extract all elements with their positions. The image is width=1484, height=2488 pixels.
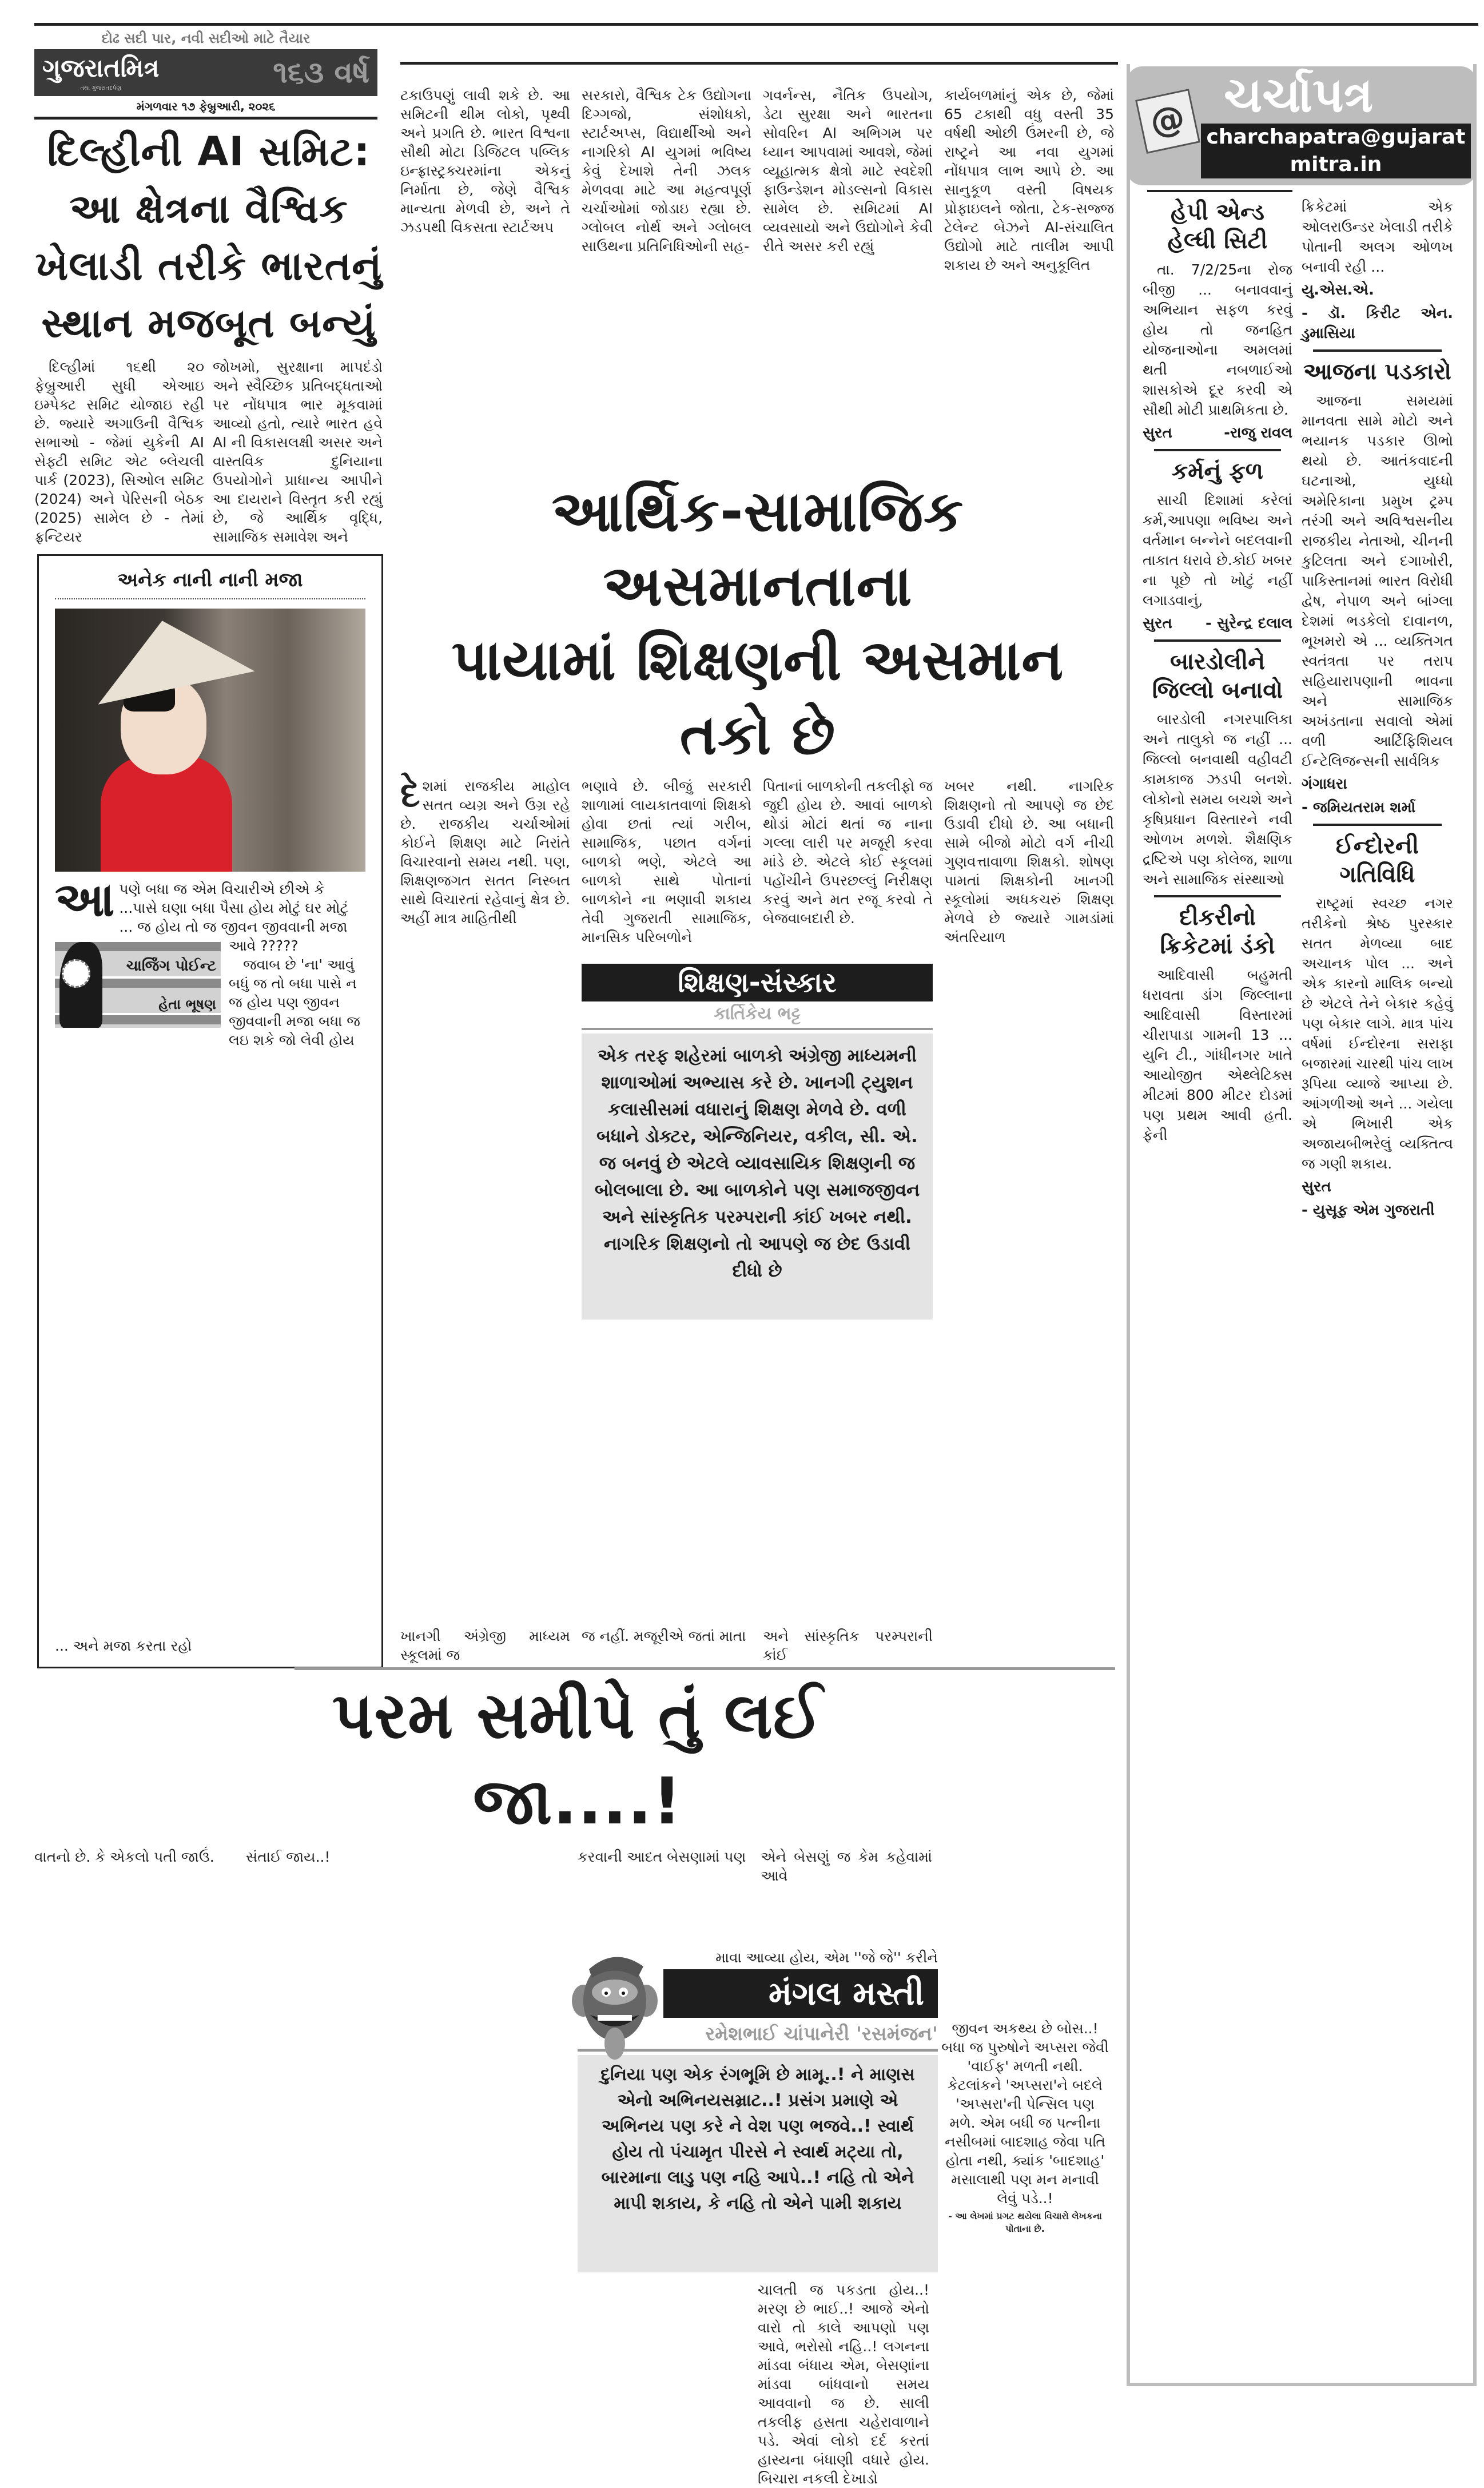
education-section-banner: શિક્ષણ-સંસ્કાર [582,964,933,1001]
letter-title: ઈન્દોરની ગતિવિધિ [1335,833,1419,888]
fun-box [37,554,383,1668]
letter-divider [1313,824,1442,826]
column-credit [104,942,221,1028]
ai-article-col-5: ગવર્નન્સ, નૈતિક ઉપયોગ, ડેટા સુરક્ષા અને ભારતના સોવરિન AI અભિગમ પર ધ્યાન આપવામાં આવશે, જેમાં વ્યૂહાત્મક ક્ષેત્રો માટે સ્વદેશી ફાઉન્ડેશન મોડલ્સનો વિકાસ સામેલ છે. સમિટમાં AI વ્યવસાયો અને ઉદ્યોગોને કેવી રીતે અસર કરી રહ્યું [763,87,933,255]
fun-intro: પણે બધા જ એમ વિચારીએ છીએ કે ...પાસે ઘણા બધા પૈસા હોય મોટું ઘર મોટું ... જ હોય તો જ જીવન જીવવાની મજા આવે ????? [119,881,349,954]
masthead [34,27,377,120]
letter-body: તા. 7/2/25ના રોજ બીજી ... બનાવવાનું અભિયાન સફળ કરવું હોય તો જનહિત યોજનાઓના અમલમાં થતી નબળાઈઓ શાસકોએ દૂર કરવી એ સૌથી મોટી પ્રાથમિકતા છે. [1143,261,1292,418]
letter-title: બારડોલીને જિલ્લો બનાવો [1152,649,1283,704]
left-column [34,123,383,1668]
letter-author: - જમિયતરામ શર્મા [1302,799,1416,816]
letter-city: સુરત [1302,1178,1331,1195]
letter-signature [1143,423,1292,443]
letter [1143,198,1292,443]
letter-signature [1302,774,1453,818]
education-bottom-3: અને સાંસ્કૃતિક પરમ્પરાની કાંઈ [763,1628,933,1663]
education-col-1-text: શમાં રાજકીય માહોલ સતત વ્યગ્ર અને ઉગ્ર રહે છે. રાજકીય ચર્ચાઓમાં કોઈને શિક્ષણ માટે નિરાંતે વિચારવાનો સમય નથી. પણ, શિક્ષણજગત સતત નિસ્બત સાથે વિચારતાં રહેવાનું ક્ષેત્ર છે. અહીં માત્ર માહિતીથી [400,778,570,927]
humor-headline: પરમ સમીપે તું લઈ જા....! [332,1679,823,1839]
letter-author: - યુસૂફ એમ ગુજરાતી [1302,1202,1435,1219]
letter-signature [1302,1177,1453,1221]
letter [1143,457,1292,634]
humor-closing [941,2019,1109,2235]
fun-box-title: અનેક નાની નાની મજા [117,569,303,591]
ai-article-col-4: સરકારો, વૈશ્વિક ટેક ઉદ્યોગના દિગ્ગજો, સંશોધકો, સ્ટાર્ટઅપ્સ, વિદ્યાર્થીઓ અને નાગરિકો AI યુગમાં ભવિષ્ય કેવું દેખાશે તેની ઝલક મેળવવા માટે આ મહત્વપૂર્ણ ચર્ચાઓમાં જોડાઇ રહ્યા છે. ગ્લોબલ નોર્થ અને ગ્લોબલ સાઉથના પ્રતિનિધિઓની સહ- [582,87,751,255]
education-col-4: ખબર નથી. નાગરિક શિક્ષણનો તો આપણે જ છેદ ઉડાવી દીધો છે. આ બધાની સામે બીજો મોટો વર્ગ નીચી ગુણવત્તાવાળા શિક્ષકો. શોષણ પામતાં શિક્ષકોની ખાનગી સ્કૂલોમાં અધકચરું શિક્ષણ મેળવે છે જ્યારે ગામડાંમાં અંતરિયાળ [944,778,1114,945]
ai-article-col-2: જોખમો, સુરક્ષાના માપદંડો અને સ્વૈચ્છિક પ્રતિબદ્ધતાઓ પર નોંધપાત્ર ભાર મૂકવામાં આવ્યો હતો, ત્યારે ભારત હવે AI ની વિકાસલક્ષી અસર અને વાસ્તવિક દુનિયાના ઉપયોગોને પ્રાધાન્ય આપીને આ દાયરાને વિસ્તૃત કરી રહ્યું છે, જે આર્થિક વૃદ્ધિ, સામાજિક સમાવેશ અને [213,359,383,545]
logo-subtitle: તથા ગુજરાતદર્પણ [80,85,122,92]
dropcap: દે [400,773,420,815]
logo: ગુજરાતમિત્ર [42,54,160,83]
monkey-mascot-icon [572,1952,658,2061]
ai-article-col-1: દિલ્હીમાં ૧૬થી ૨૦ ફેબ્રુઆરી સુધી એઆઇ ઇમ્પેક્ટ સમિટ યોજાઇ રહી છે. જ્યારે અગાઉની વૈશ્વિક સભાઓ - જેમાં યુકેની AI સેફ્ટી સમિટ એટ બ્લેચલી પાર્ક (2023), સિઓલ સમિટ (2024) અને પેરિસની બેઠક (2025) સામેલ છે - તેમાં ફ્રન્ટિયર [34,359,204,545]
letter-divider [1154,449,1281,451]
letter-body: બારડોલી નગરપાલિકા અને તાલુકો જ નહીં ... જિલ્લો બનવાથી વહીવટી કામકાજ ઝડપી બનશે. લોકોનો સમય બચશે અને કૃષિપ્રધાન વિસ્તારને નવી ઓળખ મળશે. શૈક્ષણિક દ્રષ્ટિએ પણ કોલેજ, શાળા અને સામાજિક સંસ્થાઓ [1143,711,1292,888]
letter-body: રાષ્ટ્રમાં સ્વચ્છ નગર તરીકેનો શ્રેષ્ઠ પુરસ્કાર સતત મેળવ્યા બાદ અચાનક પોલ ... અને એક કારનો માલિક બન્યો છે એટલે તેને બેકાર કહેવું પણ બેકાર લાગે. માત્ર પાંચ વર્ષમાં ઈન્દોરના સરાફા બજારમાં ચારથી પાંચ લાખ રૂપિયા વ્યાજે આપ્યા છે. આંગળીઓ અને ... ગયેલા એ ભિખારી એક અજાયબીભરેલું વ્યક્તિત્વ જ ગણી શકાય. [1302,895,1453,1172]
letter-divider [1313,349,1442,352]
letter-signature [1302,280,1453,344]
letter-city: સુરત [1143,615,1172,632]
letter [1302,197,1453,344]
ai-article-headline: દિલ્હીની AI સમિટ: આ ક્ષેત્રના વૈશ્વિક ખેલાડી તરીકે ભારતનું સ્થાન મજબૂત બન્યું [35,128,383,347]
education-headline-2: પાયામાં શિક્ષણની અસમાન તકો છે [451,628,1064,768]
letter-author: -રાજુ રાવલ [1224,424,1292,442]
dropcap: આ [55,873,115,927]
humor-col-3: કરવાની આદત બેસણામાં પણ [578,1849,746,1865]
fun-text [55,873,365,1050]
humor-center [578,1847,938,2488]
email-icon: @ [1135,89,1200,154]
ai-article-col-6: કાર્યબળમાંનું એક છે, જેમાં 65 ટકાથી વધુ વસ્તી 35 વર્ષથી ઓછી ઉંમરની છે, જે રાષ્ટ્રને આ નવા યુગમાં નોંધપાત્ર લાભ આપે છે. આ સાનુકૂળ વસ્તી વિષયક પ્રોફાઇલને જોતા, ટેક-સજ્જ ટેલેન્ટ બેઝને AI-સંચાલિત ઉદ્યોગો માટે તાલીમ આપી શકાય છે અને અનુકૂલિત [944,87,1114,273]
education-col-3: પિતાનાં બાળકોની તકલીફો જ જુદી હોય છે. આવાં બાળકો થોડાં મોટાં થતાં જ નાના ગલ્લા લારી પર મજૂરી કરવા માંડે છે. એટલે કોઈ સ્કૂલમાં પહોંચીને ઉપરછલ્લું નિરીક્ષણ કરવું અને મત રજૂ કરવો તે બેજવાબદારી છે. [763,778,933,927]
letter-body: સાચી દિશામાં કરેલાં કર્મ,આપણા ભવિષ્ય અને વર્તમાન બન્નેને બદલવાની તાકાત ધરાવે છે.કોઈ ખબર ના પૂછે તો ખોટું નહીં લગાડવાનું, [1143,492,1292,609]
column-author: હેતા ભૂષણ [158,996,216,1012]
top-center-rule [400,62,1118,65]
child-photo [55,609,365,872]
letter-title: આજના પડકારો [1303,359,1451,385]
banner-divider [582,1028,933,1030]
head-graphic [55,942,104,1028]
letters-right-column [1302,188,1453,1224]
masthead-date: મંગળવાર ૧૭ ફેબ્રુઆરી, ૨૦૨૬ [34,96,377,120]
humor-col-2: સંતાઈ જાય..! [246,1849,331,1865]
charchapatra-panel [1127,64,1477,2386]
letter [1143,903,1292,1145]
letter-title: હેપી એન્ડ હેલ્ધી સિટી [1167,199,1268,254]
mangal-masti-quote: દુનિયા પણ એક રંગભૂમિ છે મામૂ..! ને માણસ એનો અભિનયસમ્રાટ..! પ્રસંગ પ્રમાણે એ અભિનય પણ કરે ને વેશ પણ ભજવે..! સ્વાર્થ હોય તો પંચામૃત પીરસે ને સ્વાર્થ મટ્યા તો, બારમાના લાડુ પણ નહિ આપે..! નહિ તો એને માપી શકાય, કે નહિ તો એને પામી શકાય [578,2055,938,2272]
letter-city: યુ.એસ.એ. [1302,281,1374,299]
letter-body: આજના સમયમાં માનવતા સામે મોટો અને ભયાનક પડકાર ઊભો થયો છે. આતંકવાદની ઘટનાઓ, યુધ્ધો અમેરિકાના પ્રમુખ ટ્રમ્પ તરંગી અને અવિશ્વસનીય રાજકીય નેતાઓ, ચીનની કુટિલતા અને દગાખોરી, પાકિસ્તાનમાં ભારત વિરોધી દ્વેષ, નેપાળ અને બાંગ્લા દેશમાં ભડકેલો દાવાનળ, ભૂખમરો એ ... વ્યક્તિગત સ્વતંત્રતા પર તરાપ સહિયારાપણાની ભાવના અને સામાજિક અખંડતાના સવાલો એમાં વળી આર્ટિફિશિયલ ઈન્ટેલિજન્સની સાર્વત્રિક [1302,392,1453,769]
education-author: કાર્તિકેય ભટ્ટ [714,1004,801,1024]
humor-col-4: એને બેસણું જ કેમ કહેવામાં આવે [761,1849,932,1884]
masthead-logo-bar [34,49,377,96]
section-divider [295,1667,1115,1670]
education-body [400,773,1115,1319]
letters-left-column [1143,188,1292,1145]
humor-col-5: ચાલતી જ પકડતા હોય..! મરણ છે ભાઈ..! આજે એનો વારો તો કાલે આપણો પણ આવે, ભરોસો નહિ..! લગનના માંડવા બંધાય એમ, બેસણાંના માંડવા બાંધવાનો સમય આવવાનો જ છે. સાલી તકલીફ હસતા ચહેરાવાળાને પડે. એવાં લોકો દર્દ કરતાં હાસ્યના બંધાણી વધારે હોય. બિચારા નકલી દેખાડો [758,2282,929,2487]
education-bottom-1: ખાનગી અંગ્રેજી માધ્યમ સ્કૂલમાં જ [400,1628,570,1663]
power-socket-icon [62,959,90,988]
humor-last-lines: જીવન અકથ્ય છે બોસ..! બધા જ પુરુષોને અપ્સરા જેવી 'વાઈફ' મળતી નથી. કેટલાંકને 'અપ્સરા'ને બદલે 'અપ્સરા'ની પેન્સિલ પણ મળે. એમ બધી જ પત્નીના નસીબમાં બાદશાહ જેવા પતિ હોતા નથી, ક્યાંક 'બાદશાહ' મસાલાથી પણ મન મનાવી લેવું પડે..! [941,2020,1109,2207]
mangal-masti-author: રમેશભાઈ ચાંપાનેરી 'રસમંજન' [705,2022,938,2045]
education-bottom-2: જ નહીં. મજૂરીએ જતાં માતા [582,1628,746,1644]
charchapatra-title: ચર્ચાપત્ર [1224,67,1374,123]
ai-article-continued [400,86,1115,475]
mangal-masti-header [578,1969,938,2046]
masthead-tagline: દોઢ સદી પાર, નવી સદીઓ માટે તૈયાર [101,30,311,46]
letter-author: - સુરેન્દ્ર દલાલ [1205,615,1292,632]
ai-article-body [34,357,383,546]
letter-city: સુરત [1143,424,1172,442]
letter-title: કર્મનું ફળ [1172,458,1263,484]
letter-signature [1143,614,1292,634]
education-pull-quote: એક તરફ શહેરમાં બાળકો અંગ્રેજી માધ્યમની શાળાઓમાં અભ્યાસ કરે છે. ખાનગી ટ્યુશન કલાસીસમાં વધારાનું શિક્ષણ મેળવે છે. વળી બધાને ડોક્ટર, એન્જિનિયર, વકીલ, સી. એ. જ બનવું છે એટલે વ્યાવસાયિક શિક્ષણની જ બોલબાલા છે. આ બાળકોને પણ સમાજજીવન અને સાંસ્કૃતિક પરમ્પરાની કાંઈ ખબર નથી. નાગરિક શિક્ષણનો તો આપણે જ છેદ ઉડાવી દીધો છે [582,1034,933,1319]
letter [1302,832,1453,1221]
charchapatra-email[interactable]: charchapatra@gujaratmitra.in [1201,124,1471,178]
education-col-1 [400,773,570,928]
humor-section [34,1673,1115,2487]
letter-divider [1154,639,1281,642]
humor-center-columns [578,1847,938,1885]
column-label: ચાર્જિંગ પોઈન્ટ [126,957,216,975]
letters-area [1130,185,1473,1224]
letter-city: ગંગાધરા [1302,776,1347,793]
letter-author: - ડૉ. કિરીટ એન. ડુમાસિયા [1302,305,1453,342]
ai-article-col-3: ટકાઉપણું લાવી શકે છે. આ સમિટની થીમ લોકો, પૃથ્વી અને પ્રગતિ છે. ભારત વિશ્વના સૌથી મોટા ડિજિટલ પબ્લિક ઇન્ફ્રાસ્ટ્રક્ચરમાંના એકનું નિર્માતા છે, જેણે વૈશ્વિક માન્યતા મેળવી છે, અને તે ઝડપથી વિકસતા સ્ટાર્ટઅપ [400,87,570,236]
education-center-columns [582,777,933,947]
dotted-divider [55,598,365,599]
letter-body: આદિવાસી બહુમતી ધરાવતા ડાંગ જિલ્લાના આદિવાસી વિસ્તારમાં ચીરાપાડા ગામની 13 ... યુનિ ટી., ગાંધીનગર ખાતે આયોજીત એથ્લેટિક્સ મીટમાં 800 મીટર દોડમાં પણ પ્રથમ આવી હતી. ફેની [1143,967,1292,1143]
letter [1302,357,1453,818]
charging-point-graphic [55,942,221,1028]
middle-column [400,86,1115,1664]
disclaimer: - આ લેખમાં પ્રગટ થયેલા વિચારો લેખકના પોતાના છે. [948,2211,1102,2234]
mangal-masti-banner: મંગલ મસ્તી [663,1969,938,2018]
humor-col-1: વાતનો છે. કે એકલો પતી જાઉં. [34,1849,214,1865]
education-headline-1: આર્થિક-સામાજિક અસમાનતાના [551,479,964,619]
fun-closing: ... અને મજા કરતા રહો [55,1638,192,1654]
letter-title: દીકરીનો ક્રિકેટમાં ડંકો [1160,904,1275,959]
letter-body: ક્રિકેટમાં એક ઓલરાઉન્ડર ખેલાડી તરીકે પોતાની અલગ ઓળખ બનાવી રહી ... [1302,198,1453,275]
charchapatra-header [1127,66,1477,185]
fun-answer: જવાબ છે 'ના' આવું બધું જ તો બધા પાસે ન જ હોય પણ જીવન જીવવાની મજા બધા જ લઇ શકે જો લેવી હોય [229,956,360,1048]
years-badge: ૧૬૩ વર્ષ [273,55,369,90]
education-bottom [400,1627,1115,1664]
letter [1143,647,1292,889]
logo-block [42,53,160,93]
top-rule [34,23,1478,26]
letter-divider [1147,190,1292,192]
humor-pre-box: માવા આવ્યા હોય, એમ ''જે જે'' કરીને [715,1949,938,1966]
education-col-2: ભણાવે છે. બીજું સરકારી શાળામાં લાયકાતવાળાં શિક્ષકો હોવા છતાં ત્યાં ગરીબ, સામાજિક, પછાત વર્ગનાં બાળકો ભણે, એટલે આ બાળકો સાથે પોતાનાં બાળકોને ના ભણાવી શકાય તેવી ગુજરાતી સામાજિક, માનસિક પરિબળોને [582,778,751,945]
humor-body [34,1847,1115,2488]
education-center [582,777,933,1319]
letter-divider [1154,895,1281,897]
